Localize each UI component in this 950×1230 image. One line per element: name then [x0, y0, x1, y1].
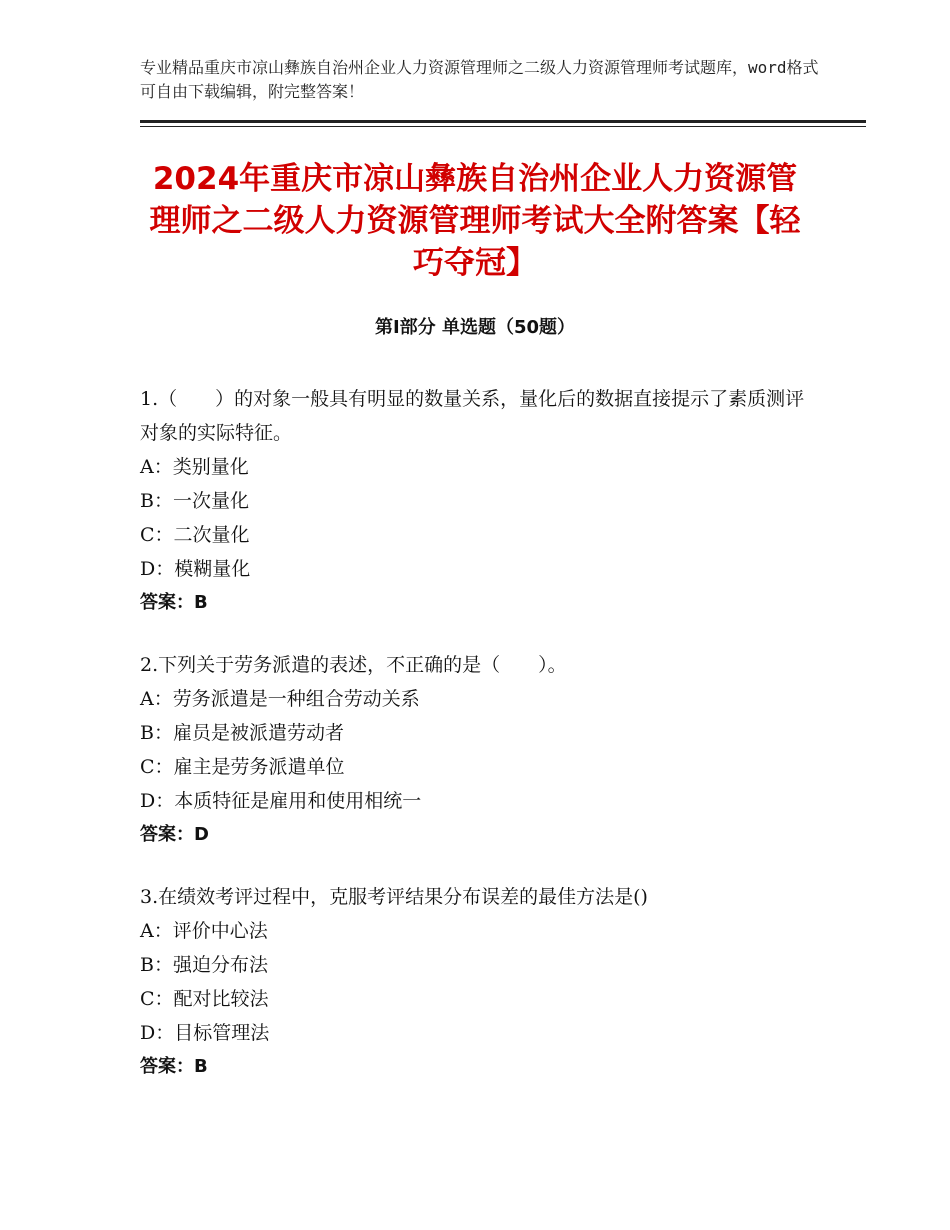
- section-title: 第Ⅰ部分 单选题（50题）: [374, 317, 575, 338]
- option-c: C：二次量化: [140, 524, 250, 546]
- option-a: A：类别量化: [140, 456, 249, 478]
- option-b: B：强迫分布法: [140, 954, 268, 976]
- option-b: B：一次量化: [140, 490, 249, 512]
- question-1: [140, 382, 810, 620]
- header-rule-thin: [140, 126, 866, 127]
- question-list: [140, 382, 810, 1112]
- header-rule-thick: [140, 120, 866, 123]
- option-b: B：雇员是被派遣劳动者: [140, 722, 344, 744]
- question-text: 1.（ ）的对象一般具有明显的数量关系，量化后的数据直接提示了素质测评对象的实际特征。: [140, 388, 805, 444]
- option-d: D：模糊量化: [140, 558, 251, 580]
- answer: 答案：B: [140, 592, 208, 613]
- option-d: D：目标管理法: [140, 1022, 270, 1044]
- document-title: 2024年重庆市凉山彝族自治州企业人力资源管理师之二级人力资源管理师考试大全附答案【轻巧夺冠】: [149, 161, 801, 281]
- question-3: [140, 880, 810, 1084]
- option-c: C：雇主是劳务派遣单位: [140, 756, 345, 778]
- option-a: A：劳务派遣是一种组合劳动关系: [140, 688, 420, 710]
- question-text: 3.在绩效考评过程中，克服考评结果分布误差的最佳方法是(): [140, 886, 648, 908]
- option-d: D：本质特征是雇用和使用相统一: [140, 790, 422, 812]
- answer: 答案：B: [140, 1056, 208, 1077]
- option-a: A：评价中心法: [140, 920, 268, 942]
- answer: 答案：D: [140, 824, 209, 845]
- question-2: [140, 648, 810, 852]
- option-c: C：配对比较法: [140, 988, 269, 1010]
- question-text: 2.下列关于劳务派遣的表述，不正确的是（ ）。: [140, 654, 567, 676]
- header-note: 专业精品重庆市凉山彝族自治州企业人力资源管理师之二级人力资源管理师考试题库，word格式可自由下载编辑，附完整答案！: [140, 58, 819, 101]
